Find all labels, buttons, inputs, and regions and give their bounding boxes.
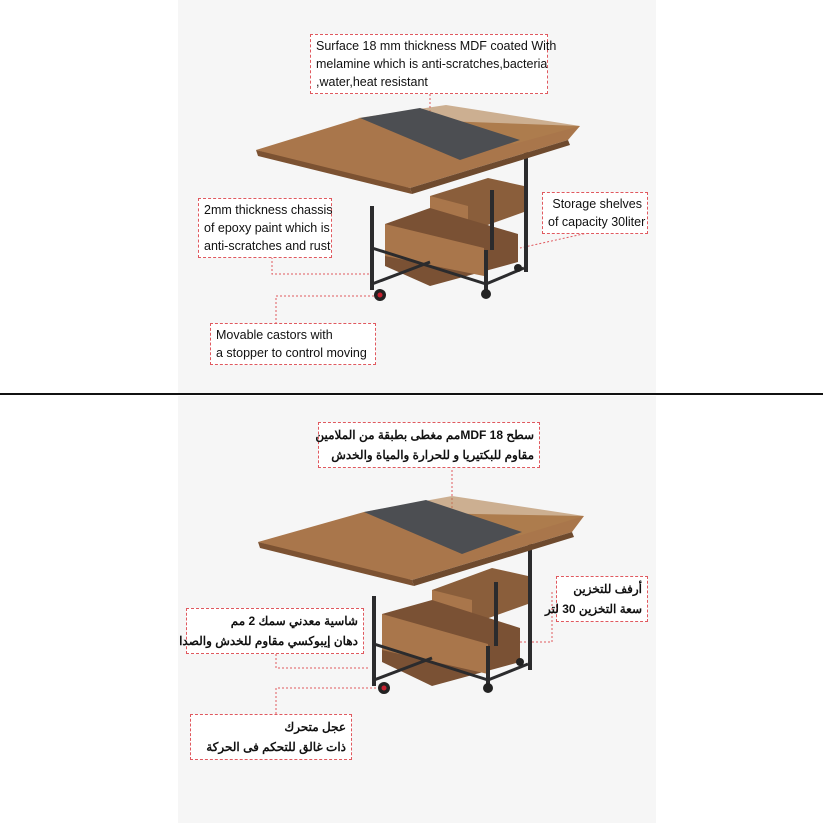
- storage-line-2: سعة التخزين 30 لتر: [545, 602, 642, 616]
- surface-line-2: مقاوم للبكتيريا و للحرارة والمياة والخدش: [331, 448, 534, 462]
- table-drawing: [258, 496, 584, 694]
- castors-line-1: Movable castors with: [216, 328, 333, 342]
- storage-line-2: of capacity 30liter: [548, 215, 646, 229]
- castors-line-2: a stopper to control moving: [216, 346, 367, 360]
- surface-line-2: melamine which is anti-scratches,bacteria: [316, 57, 548, 71]
- surface-line-1: Surface 18 mm thickness MDF coated With: [316, 39, 557, 53]
- castors-line-2: ذات غالق للتحكم فى الحركة: [206, 740, 346, 754]
- castors-callout: [210, 323, 376, 365]
- chassis-line-1: 2mm thickness chassis: [204, 203, 333, 217]
- storage-callout: [542, 192, 648, 234]
- chassis-callout: [179, 608, 364, 654]
- storage-callout: [545, 576, 648, 622]
- arabic-panel: [0, 396, 823, 823]
- storage-line-1: Storage shelves: [552, 197, 642, 211]
- chassis-callout: [198, 198, 332, 258]
- castors-line-1: عجل متحرك: [284, 720, 346, 734]
- chassis-line-2: of epoxy paint which is: [204, 221, 330, 235]
- chassis-line-3: anti-scratches and rust: [204, 239, 331, 253]
- surface-callout: [310, 34, 557, 94]
- storage-line-1: أرفف للتخزين: [573, 582, 642, 596]
- chassis-line-1: شاسية معدني سمك 2 مم: [230, 614, 358, 628]
- surface-callout: [315, 422, 540, 468]
- chassis-line-2: دهان إيبوكسي مقاوم للخدش والصدا: [179, 634, 358, 648]
- surface-line-1: سطح MDF 18مم مغطى بطبقة من الملامين: [315, 428, 534, 442]
- castors-callout: [190, 714, 352, 760]
- english-panel: [0, 0, 823, 393]
- panel-divider: [0, 393, 823, 395]
- surface-line-3: ,water,heat resistant: [316, 75, 428, 89]
